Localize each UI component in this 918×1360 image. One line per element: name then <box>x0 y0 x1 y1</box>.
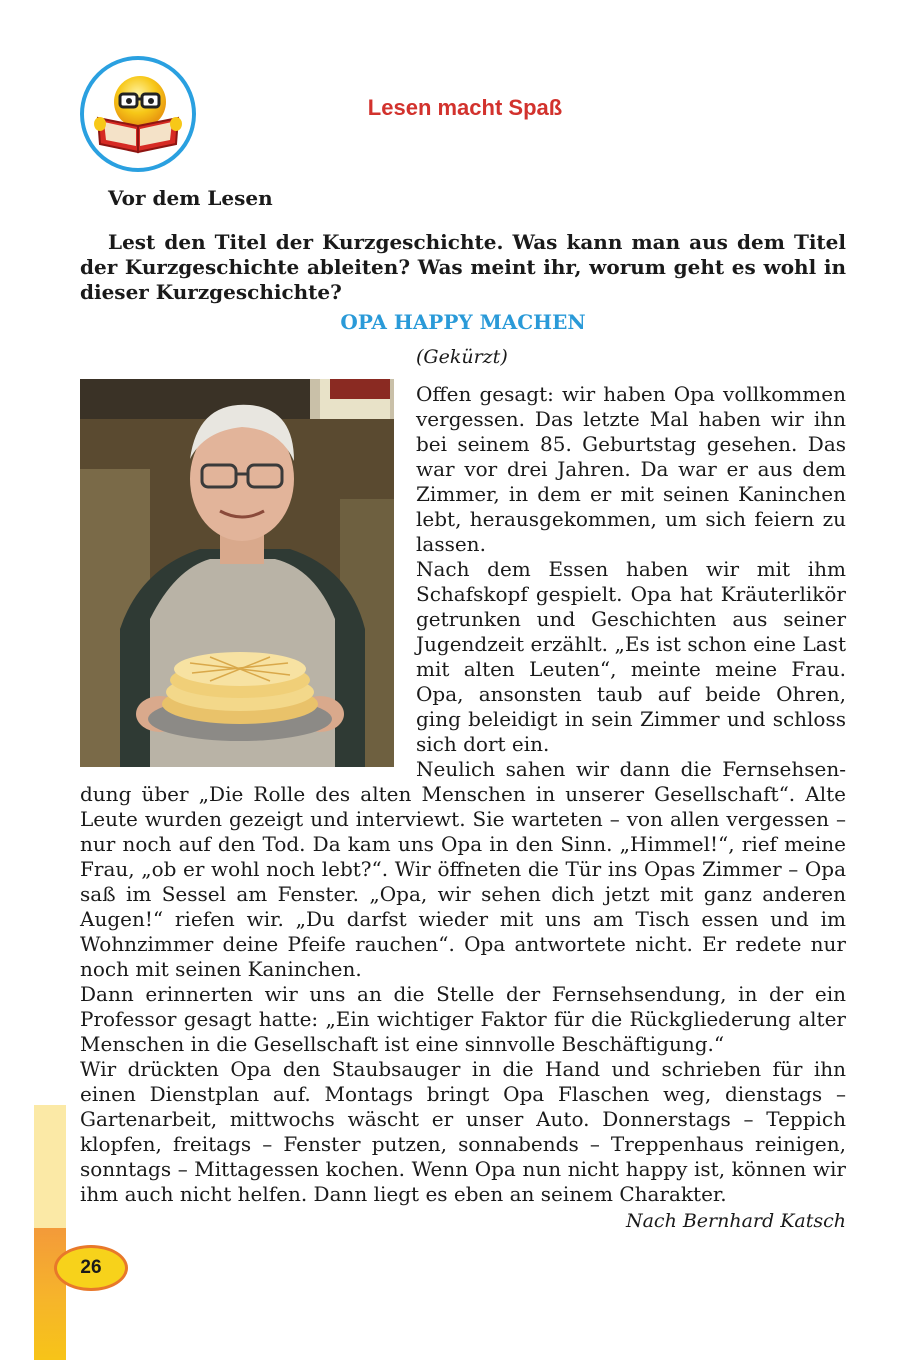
story-title: OPA HAPPY MACHEN <box>340 310 586 334</box>
story-paragraph-3-start: Neulich sahen wir dann die Fernsehsen- <box>416 757 846 781</box>
story-full-width <box>80 757 846 1207</box>
story-paragraph-3: dung über „Die Rolle des alten Menschen in unserer Gesellschaft“. Alte Leute wurden gezeigt und interviewt. Sie warteten – von allen vergessen – nur noch auf den Tod. Da kam uns Opa in den Sinn. „Himmel!“, rief meine Frau, „ob er wohl noch lebt?“. Wir öffneten die Tür ins Opas Zimmer – Opa saß im Sessel am Fenster. „Opa, wir sehen dich jetzt mit ganz anderen Augen!“ riefen wir. „Du darfst wieder mit uns am Tisch essen und im Wohnzimmer deine Pfeife rauchen“. Opa antwortete nicht. Er redete nur noch mit seinen Kaninchen. <box>80 782 846 981</box>
story-paragraph-4: Dann erinnerten wir uns an die Stelle der Fernsehsendung, in der ein Professor gesagt hatte: „Ein wichtiger Faktor für die Rückgliederung alter Menschen in die Gesellschaft ist eine sinnvolle Beschäftigung.“ <box>80 982 846 1056</box>
section-title: Lesen macht Spaß <box>367 95 563 120</box>
story-paragraph-5: Wir drückten Opa den Staubsauger in die Hand und schrieben für ihn einen Dienstplan auf. Montags bringt Opa Flaschen weg, dienstags – Gartenarbeit, mittwochs wäscht er unser Auto. Donnerstags – Teppich klopfen, freitags – Fenster putzen, sonnabends – Treppenhaus reinigen, sonntags – Mittagessen kochen. Wenn Opa nun nicht happy ist, können wir ihm auch nicht helfen. Dann liegt es eben an seinem Charakter. <box>80 1057 846 1206</box>
pre-reading-task: Lest den Titel der Kurzgeschichte. Was kann man aus dem Titel der Kurzgeschichte ableiten? Was meint ihr, worum geht es wohl in dieser Kurzgeschichte? <box>80 230 846 304</box>
page-number: 26 <box>54 1245 128 1291</box>
story-author: Nach Bernhard Katsch <box>625 1210 846 1232</box>
reading-smiley-icon <box>80 56 196 172</box>
photo-grandfather-with-waffles <box>80 379 394 767</box>
story-paragraph-1: Offen gesagt: wir haben Opa vollkommen vergessen. Das letzte Mal haben wir ihn bei seinem 85. Geburtstag gesehen. Das war vor drei Jahren. Da war er aus dem Zimmer, in dem er mit seinen Kaninchen lebt, herausgekommen, um sich feiern zu lassen. <box>416 382 846 556</box>
margin-strip-accent <box>34 1228 66 1360</box>
story-column-right <box>416 382 846 757</box>
story-paragraph-2: Nach dem Essen haben wir mit ihm Schafskopf gespielt. Opa hat Kräuterlikör getrunken und Geschichten aus seiner Jugendzeit erzählt. „Es ist schon eine Last mit alten Leuten“, meinte meine Frau. Opa, ansonsten taub auf beide Ohren, ging beleidigt in sein Zimmer und schloss sich dort ein. <box>416 557 846 756</box>
story-subtitle: (Gekürzt) <box>416 346 508 368</box>
pre-reading-heading: Vor dem Lesen <box>108 186 273 210</box>
